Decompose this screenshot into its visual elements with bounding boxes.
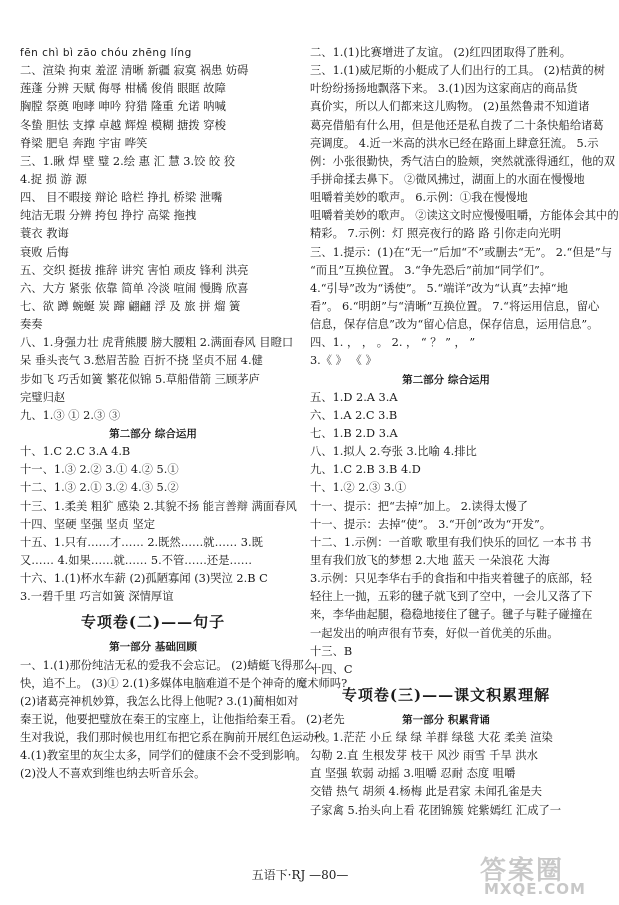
answer-line: 二、1.(1)比赛增进了友谊。 (2)红四团取得了胜利。 <box>310 46 572 59</box>
answer-line: 3.《 》 《 》 <box>310 354 377 368</box>
answer-line: (2)诸葛亮神机妙算，我怎么比得上他呢? 3.(1)蔺相如对 <box>20 694 299 708</box>
answer-line: 真价实，所以人们都来这儿购物。 (2)虽然鲁肃不知道诸 <box>310 100 590 114</box>
section-subheading: 第一部分 积累背诵 <box>402 713 490 726</box>
answer-line: 3.示例：只见李华右手的食指和中指夹着毽子的底部，轻 <box>310 572 592 586</box>
answer-line: 十二、1.③ 2.① 3.② 4.③ 5.② <box>20 481 179 495</box>
answer-line: 看”。 6.“明朗”与“清晰”互换位置。 7.“将运用信息，留心 <box>310 299 600 313</box>
answer-line: 五、交织 挺拔 推辞 讲究 害怕 顽皮 锋利 洪亮 <box>20 263 249 277</box>
answer-line: 步如飞 巧舌如簧 繁花似锦 5.草船借箭 三顾茅庐 <box>20 372 260 386</box>
answer-line: 胸膛 祭奠 咆哮 呻吟 狩猎 隆重 允诺 呐喊 <box>20 100 226 114</box>
answer-line: 冬蛰 胆怯 支撑 卓越 辉煌 模糊 搪拨 穿梭 <box>20 118 226 132</box>
answer-line: 勾勒 2.直 生根发芽 枝干 风沙 雨雪 千旱 洪水 <box>310 749 538 763</box>
answer-line: 蓑衣 教诲 <box>20 227 69 241</box>
answer-line: 例：小张很勤快，秀气洁白的脸颊，突然就涨得通红，他的双 <box>310 154 616 168</box>
answer-line: 4.捉 损 游 源 <box>20 172 87 186</box>
section-title: 专项卷(二)——句子 <box>80 613 226 632</box>
answer-line: 来，李华曲起腿，稳稳地接住了毽子。毽子与鞋子碰撞在 <box>310 608 593 622</box>
answer-line: 十四、坚硬 坚强 坚贞 坚定 <box>20 517 156 531</box>
answer-line: 葛亮借船有什么用，但是他还是私自拨了二十条快船给诸葛 <box>310 118 604 132</box>
answer-line: 三、1.瞅 焊 壁 璧 2.绘 惠 汇 慧 3.饺 皎 狡 <box>20 154 236 168</box>
answer-line: 又…… 4.如果……就…… 5.不管……还是…… <box>20 553 253 567</box>
right-column <box>310 44 619 820</box>
answer-line: 脊梁 肥皂 奔跑 宇宙 哗笑 <box>20 136 148 150</box>
answer-line: 七、欲 蹲 蜿蜒 炭 蹿 翩翩 浮 及 旅 拼 熘 簧 <box>20 299 241 313</box>
answer-line: 生对我说，我们那时候也用红布把它系在胸前开展红色运动秒。 <box>20 731 337 745</box>
answer-line: “而且”互换位置。 3.“争先恐后”前加“同学们”。 <box>310 263 552 277</box>
answer-line: 交错 热气 胡须 4.杨梅 此是君家 未闻孔雀是夫 <box>310 785 543 799</box>
answer-line: 七、1.B 2.D 3.A <box>310 426 398 440</box>
answer-line: 咀嚼着美妙的歌声。 6.示例：①我在慢慢地 <box>310 191 528 205</box>
answer-line: 三、1.提示：(1)在“无一”后加“不”或删去“无”。 2.“但是”与 <box>310 245 612 259</box>
answer-line: 十三、1.柔美 粗犷 感染 2.其貌不扬 能言善辩 满面春风 <box>20 499 297 513</box>
answer-line: 纯洁无瑕 分辨 挎包 挣拧 高粱 拖拽 <box>20 209 197 223</box>
answer-line: 莲蓬 分辨 天赋 侮辱 柑橘 俊俏 眼眶 故障 <box>20 82 226 96</box>
answer-line: 十一、提示：去掉“使”。 3.“开创”改为“开发”。 <box>310 517 552 531</box>
answer-line: 亮调度。 4.近一米高的洪水已经在路面上肆意狂流。 5.示 <box>310 136 599 150</box>
answer-line: 十一、提示：把“去掉”加上。 2.读得太慢了 <box>310 499 528 513</box>
page-footer: 五语下·RJ —80— <box>251 868 349 882</box>
answer-line: 快，追不上。 (3)① 2.(1)多媒体电脑难道不是个神奇的魔术师吗? <box>20 676 348 690</box>
answer-line: 九、1.C 2.B 3.B 4.D <box>310 463 421 477</box>
watermark-logo <box>480 850 588 900</box>
answer-line: 八、1.身强力壮 虎背熊腰 膀大腰粗 2.满面春风 目瞪口 <box>20 336 294 350</box>
answer-line: 奏奏 <box>20 318 43 332</box>
answer-line: 手拼命揉去鼻下。 ②微风拂过，湖面上的水面在慢慢地 <box>310 172 585 186</box>
section-subheading: 第二部分 综合运用 <box>402 373 490 386</box>
answer-line: 四、 目不暇接 辩论 晗栏 挣扎 桥梁 泄嘴 <box>20 191 223 205</box>
answer-line: 一、1.(1)那份纯洁无私的爱我不会忘记。 (2)蜻蜓飞得那么 <box>20 658 315 672</box>
answer-line: 精彩。 7.示例：灯 照亮夜行的路 路 引你走向光明 <box>310 227 562 241</box>
answer-line: 五、1.D 2.A 3.A <box>310 390 398 404</box>
answer-line: (2)没人不喜欢到维也纳去听音乐会。 <box>20 767 206 781</box>
answer-line: 八、1.拟人 2.夸张 3.比喻 4.排比 <box>310 445 477 459</box>
answer-line: 三、1.(1)威尼斯的小艇成了人们出行的工具。 (2)桔黄的树 <box>310 64 605 78</box>
answer-line: 4.(1)教室里的灰尘太多，同学们的健康不会不受到影响。 <box>20 749 307 763</box>
answer-line: 十五、1.只有……才…… 2.既然……就…… 3.既 <box>20 535 263 549</box>
answer-line: 轻往上一抛，五彩的毽子就飞到了空中，一会儿又落了下 <box>310 590 593 604</box>
answer-line: 二、渲染 拘束 羞涩 清晰 新疆 寂寞 祸患 妨碍 <box>20 64 249 78</box>
section-title: 专项卷(三)——课文积累理解 <box>341 685 551 704</box>
answer-line: 4.“引导”改为“诱使”。 5.“端详”改为“认真”去掉“地 <box>310 281 568 295</box>
answer-line: 四、1. ， ， 。 2. ， “ ？ ” ， ” <box>310 336 476 350</box>
watermark-domain: MXQE.COM <box>484 880 586 898</box>
answer-line: 一起发出的响声很有节奏，好似一首优美的乐曲。 <box>310 626 559 640</box>
answer-line: 完璧归赵 <box>20 390 66 404</box>
answer-line: 呆 垂头丧气 3.愁眉苦脸 百折不挠 坚贞不屈 4.健 <box>20 354 263 368</box>
answer-line: 十一、1.③ 2.② 3.① 4.② 5.① <box>20 463 179 477</box>
answer-line: 直 坚强 软弱 动摇 3.咀嚼 忍耐 态度 咀嚼 <box>310 767 516 781</box>
answer-line: 六、大方 紧张 依靠 简单 冷淡 喧闹 慢腾 欣喜 <box>20 281 249 295</box>
answer-line: 一、1.茫茫 小丘 绿 绿 羊群 绿毯 大花 柔美 渲染 <box>310 731 553 745</box>
answer-line: 十、1.② 2.③ 3.① <box>310 481 407 495</box>
answer-line: 十六、1.(1)杯水车薪 (2)孤陋寡闻 (3)哭泣 2.B C <box>20 572 268 586</box>
watermark-logo-text: 答案圈 <box>480 856 565 886</box>
answer-line: 十四、C <box>310 662 353 676</box>
pinyin-line: fēn chì bì zāo chóu zhēng líng <box>20 47 192 59</box>
answer-line: 六、1.A 2.C 3.B <box>310 408 398 422</box>
answer-line: 十二、1.示例：一首歌 歌里有我们快乐的回忆 一本书 书 <box>310 535 592 549</box>
answer-line: 信息，保存信息”改为“留心信息，保存信息，运用信息”。 <box>310 318 599 332</box>
answer-line: 咀嚼着美妙的歌声。 ②读这文时应慢慢咀嚼，方能体会其中的 <box>310 209 619 223</box>
answer-line: 3.一碧千里 巧言如簧 深情厚谊 <box>20 590 174 604</box>
answer-line: 衰败 后悔 <box>20 245 69 259</box>
section-subheading: 第二部分 综合运用 <box>109 427 197 440</box>
answer-line: 里有我们放飞的梦想 2.大地 蓝天 一朵浪花 大海 <box>310 553 550 567</box>
answer-line: 叶纷纷扬扬地飘落下来。 3.(1)因为这家商店的商品货 <box>310 82 578 96</box>
answer-line: 秦王说，他要把璧放在秦王的宝座上，让他指给秦王看。 (2)老先 <box>20 712 345 726</box>
answer-line: 九、1.③ ① 2.③ ③ <box>20 408 121 422</box>
answer-line: 十、1.C 2.C 3.A 4.B <box>20 445 131 459</box>
answer-line: 子家禽 5.抬头向上看 花团锦簇 姹紫嫣红 汇成了一 <box>310 803 562 817</box>
answer-line: 十三、B <box>310 644 353 658</box>
section-subheading: 第一部分 基础回顾 <box>109 641 197 654</box>
